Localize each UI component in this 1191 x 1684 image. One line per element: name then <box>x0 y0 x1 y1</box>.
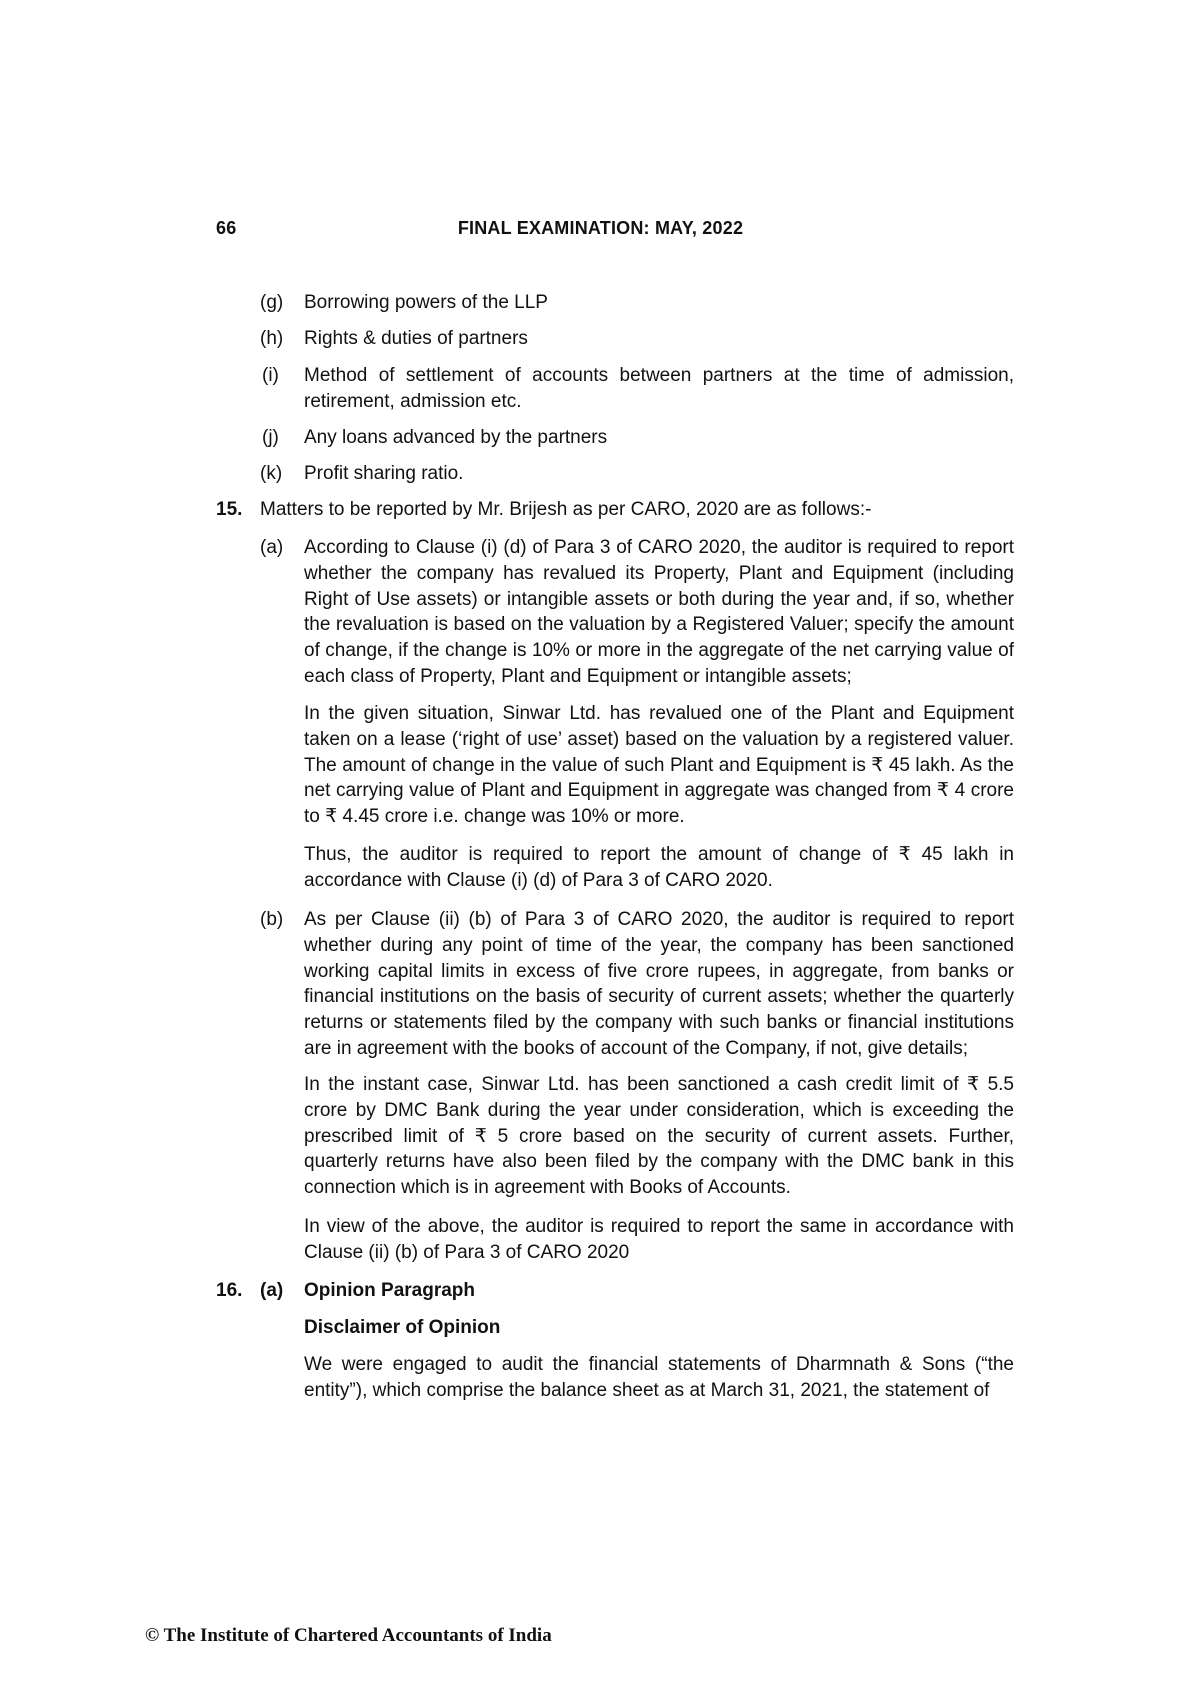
q15-a-label: (a) <box>260 537 284 558</box>
q16-heading: Opinion Paragraph <box>304 1280 476 1301</box>
q15-b-label: (b) <box>260 909 284 930</box>
q16-subheading: Disclaimer of Opinion <box>304 1317 501 1338</box>
question-number-15: 15. <box>216 499 243 520</box>
list-item-text-j: Any loans advanced by the partners <box>304 427 608 448</box>
list-item-text-k: Profit sharing ratio. <box>304 463 464 484</box>
list-item-label-g: (g) <box>260 292 284 313</box>
list-item-label-i: (i) <box>262 365 279 386</box>
q15-a-paragraph-3: Thus, the auditor is required to report the amount of change of ₹ 45 lakh in accordance with Clause (i) (d) of Para 3 of CARO 2020. <box>304 844 1014 891</box>
page-title: FINAL EXAMINATION: MAY, 2022 <box>457 218 744 238</box>
list-item-text-i: Method of settlement of accounts between partners at the time of admission, retirement, admission etc. <box>304 365 1014 412</box>
list-item-text-g: Borrowing powers of the LLP <box>304 292 548 313</box>
q15-b-paragraph-1: As per Clause (ii) (b) of Para 3 of CARO 2020, the auditor is required to report whether during any point of time of the year, the company has been sanctioned working capital limits in excess of five crore rupees, in aggregate, from banks or financial institutions on the basis of security of current assets; whether the quarterly returns or statements filed by the company with such banks or financial institutions are in agreement with the books of account of the Company, if not, give details; <box>304 909 1014 1059</box>
list-item-label-k: (k) <box>260 463 283 484</box>
footer-copyright: © The Institute of Chartered Accountants of India <box>145 1625 552 1646</box>
q16-a-label: (a) <box>260 1280 284 1301</box>
list-item-text-h: Rights & duties of partners <box>304 328 528 349</box>
question-15-intro: Matters to be reported by Mr. Brijesh as per CARO, 2020 are as follows:- <box>260 499 872 520</box>
list-item-label-h: (h) <box>260 328 284 349</box>
q15-b-paragraph-2: In the instant case, Sinwar Ltd. has been sanctioned a cash credit limit of ₹ 5.5 crore by DMC Bank during the year under consideration, which is exceeding the prescribed limit of ₹ 5 crore based on the security of current assets. Further, quarterly returns have also been filed by the company with the DMC bank in this connection which is in agreement with Books of Accounts. <box>304 1074 1014 1199</box>
question-number-16: 16. <box>216 1280 243 1301</box>
list-item-label-j: (j) <box>262 427 279 448</box>
q15-a-paragraph-1: According to Clause (i) (d) of Para 3 of CARO 2020, the auditor is required to report whether the company has revalued its Property, Plant and Equipment (including Right of Use assets) or intangible assets or both during the year and, if so, whether the revaluation is based on the valuation by a Registered Valuer; specify the amount of change, if the change is 10% or more in the aggregate of the net carrying value of each class of Property, Plant and Equipment or intangible assets; <box>304 537 1014 687</box>
q16-paragraph-1: We were engaged to audit the financial statements of Dharmnath & Sons (“the entity”), which comprise the balance sheet as at March 31, 2021, the statement of <box>304 1354 1014 1401</box>
q15-b-paragraph-3: In view of the above, the auditor is required to report the same in accordance with Clause (ii) (b) of Para 3 of CARO 2020 <box>304 1216 1014 1263</box>
page-number: 66 <box>216 218 237 238</box>
q15-a-paragraph-2: In the given situation, Sinwar Ltd. has revalued one of the Plant and Equipment taken on a lease (‘right of use’ asset) based on the valuation by a registered valuer. The amount of change in the value of such Plant and Equipment is ₹ 45 lakh. As the net carrying value of Plant and Equipment in aggregate was changed from ₹ 4 crore to ₹ 4.45 crore i.e. change was 10% or more. <box>304 703 1014 828</box>
